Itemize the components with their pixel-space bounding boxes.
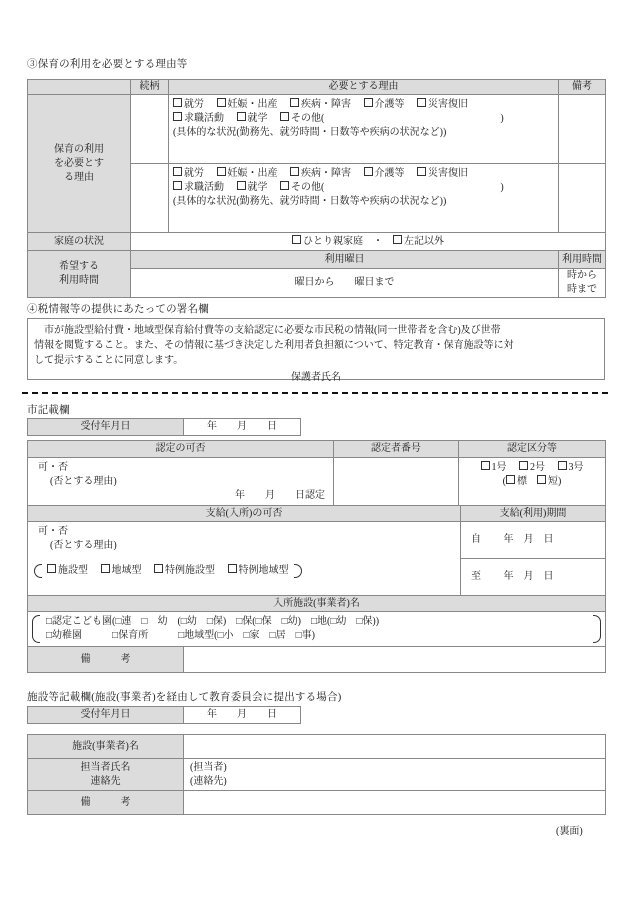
checkbox-icon[interactable]	[280, 181, 289, 190]
checkbox-shippei-1[interactable]	[290, 99, 351, 110]
checkbox-label: 求職活動	[184, 113, 224, 124]
checkbox-label: 標	[517, 476, 527, 487]
checkbox-kyushoku-1[interactable]	[173, 113, 224, 124]
checkbox-label: 左記以外	[404, 235, 444, 247]
family-status-separator: ・	[373, 235, 383, 247]
row-label-line-2: を必要とす	[54, 157, 104, 169]
checkbox-icon[interactable]	[481, 461, 490, 470]
column-header-payment: 支給(入所)の可否	[28, 506, 461, 522]
checkbox-label: 特例地域型	[238, 565, 289, 576]
period-to-input[interactable]: 年 月 日	[503, 571, 554, 582]
classification-options-cell	[459, 458, 606, 507]
period-from-cell[interactable]	[461, 522, 606, 559]
facility-contact-label-line-1: 担当者氏名	[80, 761, 131, 773]
payment-spacer	[32, 553, 456, 564]
checkbox-special-regional-type[interactable]	[228, 565, 289, 576]
facility-remarks-input[interactable]	[184, 791, 606, 815]
checkbox-class-3[interactable]	[558, 462, 584, 473]
payment-type-bracket	[34, 564, 302, 578]
checkbox-label: 就労	[184, 99, 204, 110]
row-label-reason-for-care	[28, 95, 131, 233]
desired-usage-label	[28, 251, 131, 298]
checkbox-label: 災害復旧	[428, 99, 468, 110]
checkbox-label: 介護等	[374, 99, 405, 110]
checkbox-facility-type[interactable]	[47, 565, 88, 576]
checkbox-shugaku-1[interactable]	[237, 113, 268, 124]
checkbox-icon[interactable]	[519, 461, 528, 470]
classification-line-1	[463, 461, 601, 475]
checkbox-label: 災害復旧	[428, 168, 468, 179]
checkbox-label: 特例施設型	[165, 565, 215, 576]
checkbox-single-parent[interactable]	[292, 236, 363, 247]
checkbox-icon[interactable]	[364, 98, 373, 107]
checkbox-label: 就労	[184, 168, 204, 179]
city-remarks-input[interactable]	[184, 647, 606, 673]
period-to-label: 至	[471, 571, 482, 582]
checkbox-other-2[interactable]	[280, 182, 324, 193]
column-header-remarks: 備考	[559, 80, 606, 95]
facility-contact-row	[28, 759, 606, 791]
facility-contact-person-placeholder[interactable]: (担当者)	[190, 762, 227, 773]
city-payment-table	[27, 505, 606, 673]
approval-date-input[interactable]: 年 月 日認定	[235, 490, 325, 501]
checkbox-icon[interactable]	[101, 564, 110, 573]
facility-options-line-2[interactable]: □幼稚園 □保育所 □地域型(□小 □家 □居 □事)	[46, 630, 315, 641]
facility-type-bracket	[32, 615, 601, 643]
approval-header-row	[28, 441, 606, 458]
reasons-corner-cell	[28, 80, 131, 95]
remarks-input-child-2[interactable]	[559, 164, 606, 233]
checkbox-class-short[interactable]	[537, 476, 558, 487]
guardian-signature-label: 保護者氏名	[291, 372, 341, 383]
facility-name-header-row	[28, 596, 606, 612]
checkbox-kyushoku-2[interactable]	[173, 182, 224, 193]
city-section-heading: 市記載欄	[27, 405, 70, 416]
reason-row-child-1	[28, 95, 606, 164]
checkbox-label: その他(	[291, 182, 325, 193]
checkbox-label: 1号	[491, 462, 507, 473]
checkbox-label: その他(	[291, 113, 325, 124]
certifier-number-input[interactable]	[334, 458, 459, 507]
facility-contact-label	[28, 759, 184, 791]
facility-type-options-cell	[28, 612, 606, 647]
checkbox-icon[interactable]	[173, 112, 182, 121]
desired-usage-label-line-2: 利用時間	[59, 275, 99, 286]
period-to-cell[interactable]	[461, 559, 606, 596]
checkbox-label: 3号	[568, 462, 584, 473]
checkbox-icon[interactable]	[393, 235, 402, 244]
checkbox-other-1[interactable]	[280, 113, 324, 124]
checkbox-class-1[interactable]	[481, 462, 507, 473]
approval-reason-label: (否とする理由)	[50, 476, 117, 487]
facility-details-table	[27, 734, 606, 815]
reason-line-2-child-2	[173, 181, 554, 195]
period-from-input[interactable]: 年 月 日	[503, 534, 554, 545]
other-reason-close-paren: )	[500, 113, 504, 124]
payment-decision-cell[interactable]	[28, 522, 461, 596]
facility-options-line-1[interactable]: □認定こども園(□連 □ 幼 (□幼 □保) □保(□保 □幼) □地(□幼 □保))	[46, 616, 380, 627]
consent-statement-box	[27, 318, 605, 383]
checkbox-icon[interactable]	[292, 235, 301, 244]
facility-contact-info-placeholder[interactable]: (連絡先)	[190, 776, 227, 787]
approval-decision-options[interactable]: 可・否	[38, 462, 68, 473]
checkbox-ninshin-2[interactable]	[217, 168, 278, 179]
checkbox-icon[interactable]	[173, 98, 182, 107]
checkbox-label: 疾病・障害	[301, 99, 351, 110]
checkbox-icon[interactable]	[173, 167, 182, 176]
reason-checkbox-group-child-1	[169, 95, 559, 164]
checkbox-icon[interactable]	[364, 167, 373, 176]
consent-line-3: して提示することに同意します。	[34, 355, 184, 366]
facility-receipt-date-table	[27, 706, 301, 724]
desired-usage-header-row	[28, 251, 606, 269]
approval-body-row	[28, 458, 606, 507]
reason-line-1-child-1	[173, 98, 554, 112]
checkbox-label: 介護等	[374, 168, 405, 179]
column-header-reason: 必要とする理由	[169, 80, 559, 95]
remarks-input-child-1[interactable]	[559, 95, 606, 164]
facility-receipt-date-row	[28, 707, 301, 724]
reason-line-2-child-1	[173, 112, 554, 126]
usage-time-input[interactable]: 時から 時まで	[559, 269, 606, 298]
column-header-approval: 認定の可否	[28, 441, 334, 458]
city-receipt-date-table	[27, 418, 301, 436]
checkbox-label: 就学	[247, 182, 268, 193]
column-header-classification: 認定区分等	[459, 441, 606, 458]
facility-contact-input[interactable]	[184, 759, 606, 791]
payment-body-row-from	[28, 522, 606, 559]
checkbox-label: 短	[548, 476, 558, 487]
period-from-label: 自	[471, 534, 482, 545]
checkbox-label: 妊娠・出産	[227, 99, 278, 110]
payment-type-group	[32, 564, 456, 578]
checkbox-icon[interactable]	[280, 112, 289, 121]
other-reason-close-paren: )	[500, 182, 504, 193]
payment-decision-options[interactable]: 可・否	[38, 526, 68, 537]
classification-line-2	[463, 475, 601, 489]
checkbox-class-2[interactable]	[519, 462, 545, 473]
city-approval-table	[27, 440, 606, 507]
facility-name-label: 施設(事業者)名	[28, 735, 184, 759]
payment-reason-label: (否とする理由)	[50, 540, 117, 551]
classification-open-paren: (	[502, 476, 506, 487]
reason-detail-hint-1: (具体的な状況(勤務先、就労時間・日数等や疾病の状況など))	[173, 127, 447, 138]
checkbox-kaigo-2[interactable]	[364, 168, 405, 179]
checkbox-label: 疾病・障害	[301, 168, 351, 179]
cut-line-divider	[22, 392, 608, 394]
facility-contact-label-line-2: 連絡先	[90, 775, 121, 787]
checkbox-icon[interactable]	[417, 167, 426, 176]
reason-checkbox-group-child-2	[169, 164, 559, 233]
checkbox-shippei-2[interactable]	[290, 168, 351, 179]
reason-line-1-child-2	[173, 167, 554, 181]
city-receipt-date-label: 受付年月日	[28, 419, 184, 436]
checkbox-icon[interactable]	[417, 98, 426, 107]
desired-usage-label-line-1: 希望する	[59, 261, 99, 272]
checkbox-label: 就学	[247, 113, 268, 124]
checkbox-saigai-1[interactable]	[417, 99, 468, 110]
checkbox-icon[interactable]	[217, 98, 226, 107]
checkbox-other-than-left[interactable]	[393, 236, 444, 247]
column-header-usage-time: 利用時間	[559, 251, 606, 269]
checkbox-label: ひとり親家庭	[303, 235, 363, 247]
checkbox-saigai-2[interactable]	[417, 168, 468, 179]
checkbox-special-facility-type[interactable]	[154, 565, 215, 576]
facility-name-row	[28, 735, 606, 759]
column-header-period: 支給(利用)期間	[461, 506, 606, 522]
relation-input-child-2[interactable]	[131, 164, 169, 233]
facility-section-heading: 施設等記載欄(施設(事業者)を経由して教育委員会に提出する場合)	[27, 692, 342, 703]
checkbox-class-standard[interactable]	[506, 476, 527, 487]
checkbox-regional-type[interactable]	[101, 565, 142, 576]
checkbox-label: 地域型	[111, 565, 142, 576]
checkbox-icon[interactable]	[217, 167, 226, 176]
checkbox-ninshin-1[interactable]	[217, 99, 278, 110]
checkbox-icon[interactable]	[506, 475, 515, 484]
column-header-usage-days: 利用曜日	[131, 251, 559, 269]
checkbox-label: 求職活動	[184, 182, 224, 193]
reason-detail-hint-2: (具体的な状況(勤務先、就労時間・日数等や疾病の状況など))	[173, 196, 447, 207]
checkbox-label: 妊娠・出産	[227, 168, 278, 179]
checkbox-shurou-1[interactable]	[173, 99, 204, 110]
approval-decision-cell[interactable]	[28, 458, 334, 507]
column-header-facility-name: 入所施設(事業者)名	[28, 596, 606, 612]
reasons-table	[27, 79, 627, 298]
row-label-line-3: る理由	[64, 171, 94, 183]
checkbox-shurou-2[interactable]	[173, 168, 204, 179]
checkbox-icon[interactable]	[558, 461, 567, 470]
relation-input-child-1[interactable]	[131, 95, 169, 164]
city-receipt-date-row	[28, 419, 301, 436]
consent-line-1: 市が施設型給付費・地域型保育給付費等の支給認定に必要な市民税の情報(同一世帯者を含む)及び世帯	[44, 325, 501, 336]
checkbox-icon[interactable]	[173, 181, 182, 190]
section-3-heading: ③保育の利用を必要とする理由等	[27, 59, 188, 70]
facility-receipt-date-label: 受付年月日	[28, 707, 184, 724]
checkbox-shugaku-2[interactable]	[237, 182, 268, 193]
checkbox-icon[interactable]	[290, 167, 299, 176]
reasons-table-header-row	[28, 80, 606, 95]
facility-name-input[interactable]	[184, 735, 606, 759]
column-header-relation: 続柄	[131, 80, 169, 95]
facility-name-options-row	[28, 612, 606, 647]
checkbox-icon[interactable]	[47, 564, 56, 573]
city-remarks-row	[28, 647, 606, 673]
family-status-options	[131, 233, 606, 251]
consent-line-2: 情報を閲覧すること。また、その情報に基づき決定した利用者負担額について、特定教育・保育施設等に対	[34, 340, 514, 351]
checkbox-label: 施設型	[58, 565, 88, 576]
family-status-label: 家庭の状況	[28, 233, 131, 251]
facility-receipt-date-input[interactable]: 年 月 日	[184, 707, 301, 724]
checkbox-icon[interactable]	[228, 564, 237, 573]
checkbox-label: 2号	[530, 462, 545, 473]
section-4-heading: ④税情報等の提供にあたっての署名欄	[27, 304, 209, 315]
checkbox-icon[interactable]	[154, 564, 163, 573]
checkbox-kaigo-1[interactable]	[364, 99, 405, 110]
classification-close-paren: )	[558, 476, 562, 487]
column-header-certifier-number: 認定者番号	[334, 441, 459, 458]
family-status-row	[28, 233, 606, 251]
checkbox-icon[interactable]	[290, 98, 299, 107]
usage-days-input[interactable]: 曜日から 曜日まで	[131, 269, 559, 298]
checkbox-icon[interactable]	[237, 181, 246, 190]
payment-header-row	[28, 506, 606, 522]
checkbox-icon[interactable]	[537, 475, 546, 484]
facility-remarks-row	[28, 791, 606, 815]
city-remarks-label: 備 考	[28, 647, 184, 673]
checkbox-icon[interactable]	[237, 112, 246, 121]
row-label-line-1: 保育の利用	[54, 143, 104, 155]
city-receipt-date-input[interactable]: 年 月 日	[184, 419, 301, 436]
page-side-note: (裏面)	[556, 826, 583, 837]
facility-remarks-label: 備 考	[28, 791, 184, 815]
